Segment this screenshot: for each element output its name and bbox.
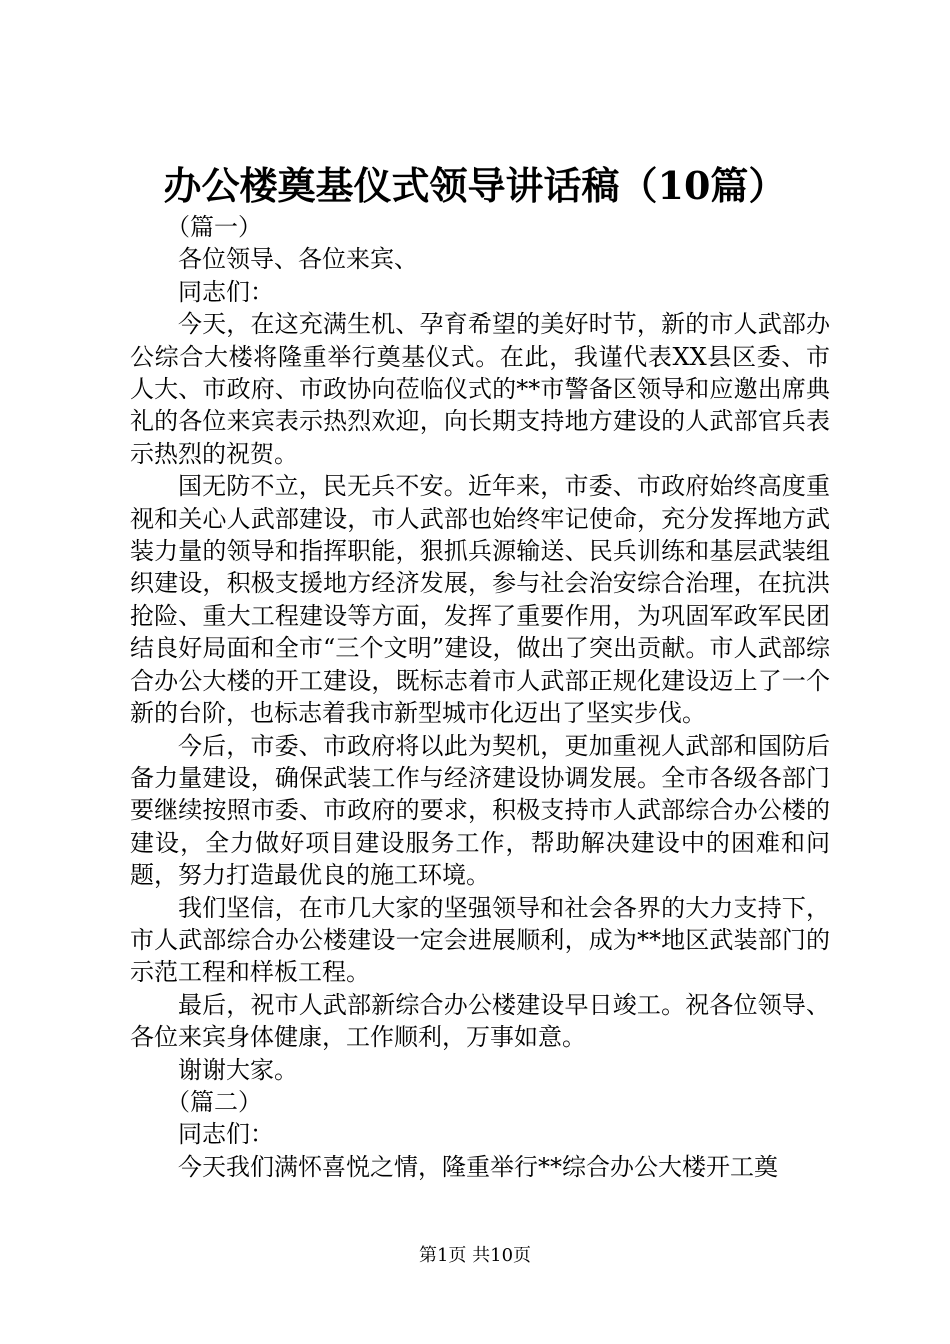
salutation: 同志们：: [178, 277, 274, 306]
body-paragraph: 今后，市委、市政府将以此为契机，更加重视人武部和国防后备力量建设，确保武装工作与经济建设协调发展。全市各级各部门要继续按照市委、市政府的要求，积极支持市人武部综合办公楼的建设，全力做好项目建设服务工作，帮助解决建设中的困难和问题，努力打造最优良的施工环境。: [130, 731, 830, 890]
body-paragraph: 最后，祝市人武部新综合办公楼建设早日竣工。祝各位领导、各位来宾身体健康，工作顺利，万事如意。: [130, 990, 830, 1052]
salutation: 同志们：: [178, 1120, 274, 1149]
document-body: [130, 211, 830, 1183]
page-footer: 第1页 共10页: [418, 1245, 532, 1266]
body-paragraph: 今天，在这充满生机、孕育希望的美好时节，新的市人武部办公综合大楼将隆重举行奠基仪式。在此，我谨代表XX县区委、市人大、市政府、市政协向莅临仪式的**市警备区领导和应邀出席典礼的各位来宾表示热烈欢迎，向长期支持地方建设的人武部官兵表示热烈的祝贺。: [130, 310, 830, 468]
closing-line: 谢谢大家。: [178, 1055, 298, 1084]
body-paragraph: 国无防不立，民无兵不安。近年来，市委、市政府始终高度重视和关心人武部建设，市人武部也始终牢记使命，充分发挥地方武装力量的领导和指挥职能，狠抓兵源输送、民兵训练和基层武装组织建设，积极支援地方经济发展，参与社会治安综合治理，在抗洪抢险、重大工程建设等方面，发挥了重要作用，为巩固军政军民团结良好局面和全市“三个文明”建设，做出了突出贡献。市人武部综合办公大楼的开工建设，既标志着市人武部正规化建设迈上了一个新的台阶，也标志着我市新型城市化迈出了坚实步伐。: [130, 472, 830, 728]
salutation: 各位领导、各位来宾、: [178, 245, 418, 274]
section-label: （篇二）: [166, 1087, 262, 1116]
body-paragraph: 今天我们满怀喜悦之情，隆重举行**综合办公大楼开工奠: [178, 1152, 778, 1181]
section-label: （篇一）: [166, 213, 262, 241]
body-paragraph: 我们坚信，在市几大家的坚强领导和社会各界的大力支持下，市人武部综合办公楼建设一定会进展顺利，成为**地区武装部门的示范工程和样板工程。: [130, 893, 830, 987]
document-title: 办公楼奠基仪式领导讲话稿（10篇）: [163, 163, 787, 208]
